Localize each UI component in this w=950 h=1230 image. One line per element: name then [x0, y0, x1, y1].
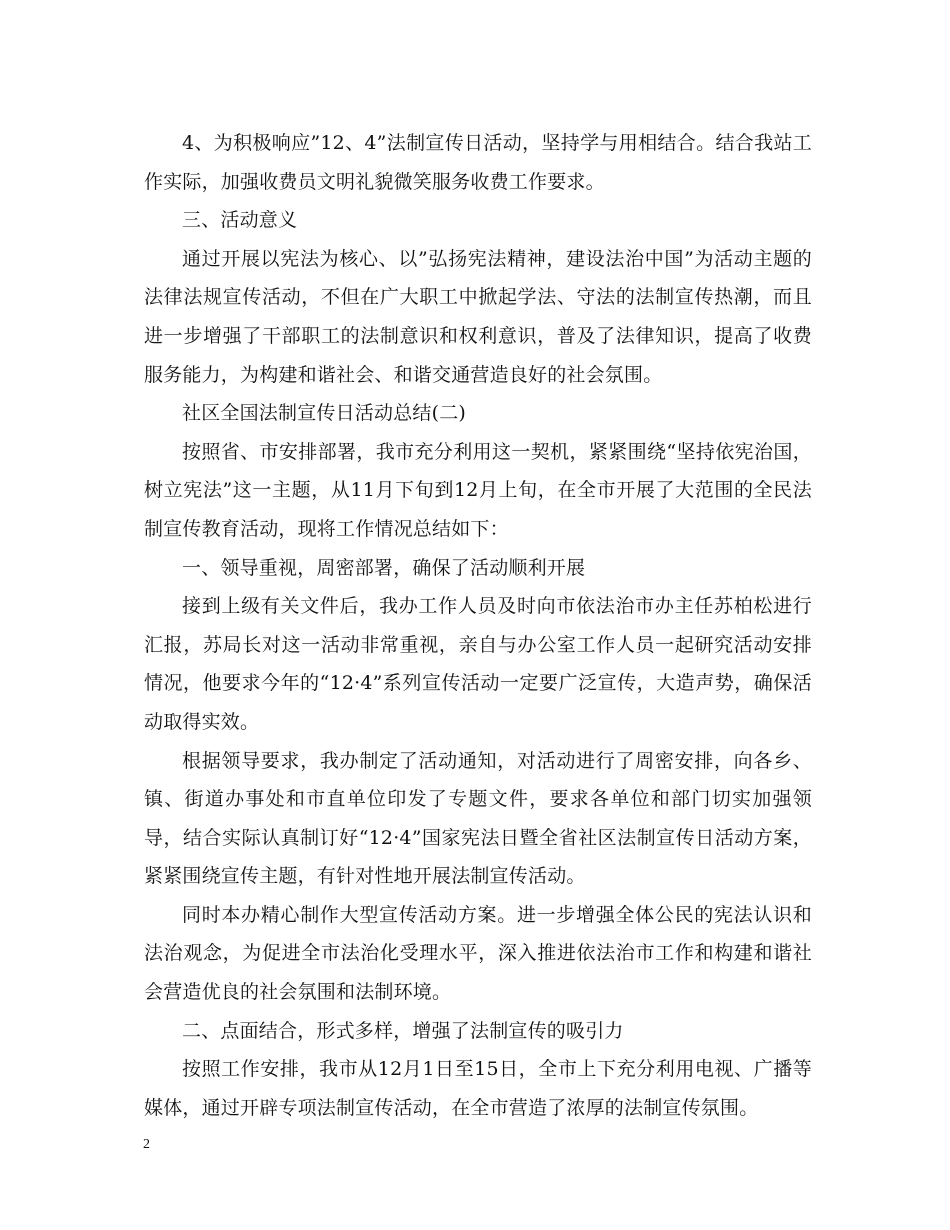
paragraph-report: 接到上级有关文件后，我办工作人员及时向市依法治市办主任苏柏松进行汇报，苏局长对这一活动非常重视，亲自与办公室工作人员一起研究活动安排情况，他要求今年的“12·4”系列宣传活动一定要广泛宣传，大造声势，确保活动取得实效。 [144, 595, 812, 733]
paragraph-item-4: 4、为积极响应”12、4”法制宣传日活动，坚持学与用相结合。结合我站工作实际，加强收费员文明礼貌微笑服务收费工作要求。 [144, 132, 812, 193]
paragraph-media: 按照工作安排，我市从12月1日至15日，全市上下充分利用电视、广播等媒体，通过开辟专项法制宣传活动，在全市营造了浓厚的法制宣传氛围。 [144, 1058, 812, 1119]
document-body [144, 124, 812, 1127]
paragraph-significance: 通过开展以宪法为核心、以”弘扬宪法精神，建设法治中国”为活动主题的法律法规宣传活动，不但在广大职工中掀起学法、守法的法制宣传热潮，而且进一步增强了干部职工的法制意识和权利意识，普及了法律知识，提高了收费服务能力，为构建和谐社会、和谐交通营造良好的社会氛围。 [144, 247, 812, 386]
section-heading-leadership: 一、领导重视，周密部署，确保了活动顺利开展 [182, 556, 586, 579]
paragraph-arrangement: 根据领导要求，我办制定了活动通知，对活动进行了周密安排，向各乡、镇、街道办事处和市直单位印发了专题文件，要求各单位和部门切实加强领导，结合实际认真制订好“12·4”国家宪法日暨全省社区法制宣传日活动方案，紧紧围绕宣传主题，有针对性地开展法制宣传活动。 [144, 749, 812, 888]
page-number: 2 [143, 1137, 150, 1152]
section-heading-activity-significance: 三、活动意义 [182, 209, 298, 232]
document-subtitle: 社区全国法制宣传日活动总结(二) [182, 402, 467, 425]
paragraph-intro: 按照省、市安排部署，我市充分利用这一契机，紧紧围绕“坚持依宪治国，树立宪法”这一主题，从11月下旬到12月上旬，在全市开展了大范围的全民法制宣传教育活动，现将工作情况总结如下： [144, 440, 812, 540]
paragraph-plan: 同时本办精心制作大型宣传活动方案。进一步增强全体公民的宪法认识和法治观念，为促进全市法治化受理水平，深入推进依法治市工作和构建和谐社会营造优良的社会氛围和法制环境。 [144, 903, 812, 1004]
section-heading-combination: 二、点面结合，形式多样，增强了法制宣传的吸引力 [182, 1019, 624, 1042]
